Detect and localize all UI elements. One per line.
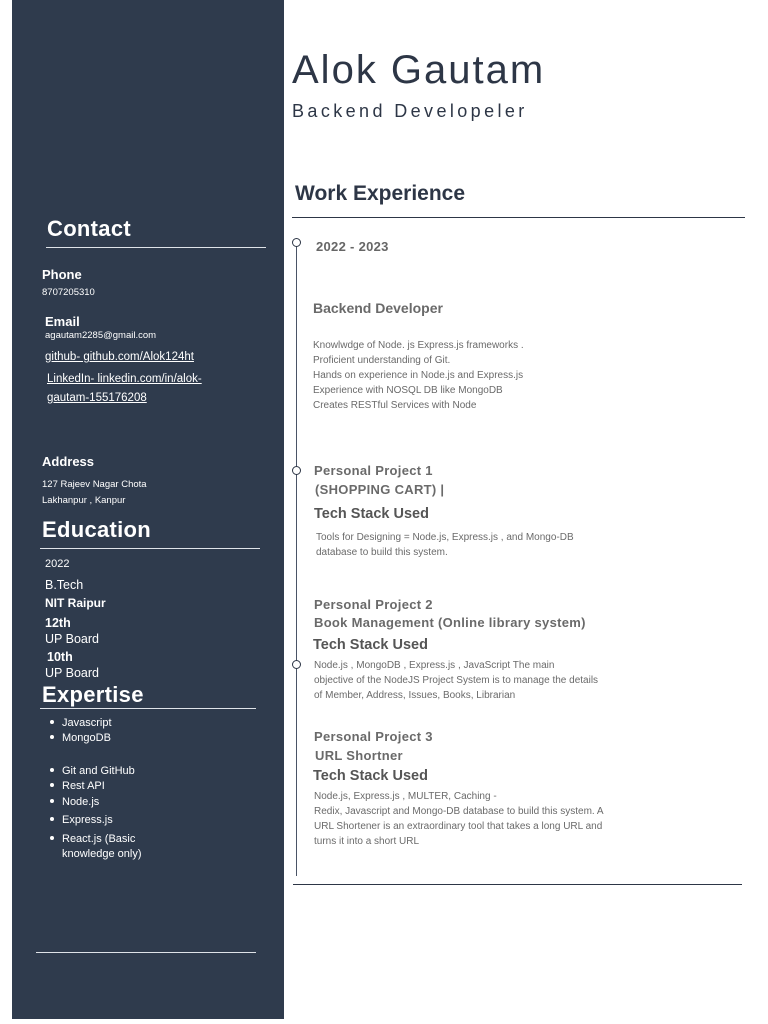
skill-item: Git and GitHub [50,765,135,777]
job-dates: 2022 - 2023 [316,239,389,254]
project-label: Personal Project 1 [314,463,433,478]
project-name: (SHOPPING CART) | [315,482,445,497]
bullet-icon [50,799,54,803]
job-line: Creates RESTful Services with Node [313,400,477,411]
page-title: Alok Gautam [292,48,546,92]
tech-stack-heading: Tech Stack Used [313,637,428,653]
project-line: URL Shortener is an extraordinary tool that takes a long URL and [314,821,603,832]
sidebar-bottom-divider [36,952,256,953]
timeline-node-icon [292,660,301,669]
project-line: objective of the NodeJS Project System is to manage the details [314,675,599,686]
work-divider [292,217,745,218]
contact-divider [46,247,266,248]
timeline-node-icon [292,466,301,475]
job-line: Knowlwdge of Node. js Express.js frameworks . [313,340,524,351]
project-line: Node.js, Express.js , MULTER, Caching - [314,791,497,802]
skill-item: Express.js [50,814,113,826]
timeline-line [296,243,297,876]
education-year: 2022 [45,558,70,570]
education-divider [40,548,260,549]
project-line: turns it into a short URL [314,836,420,847]
bullet-icon [50,836,54,840]
bullet-icon [50,817,54,821]
address-line-2: Lakhanpur , Kanpur [42,495,126,506]
address-label: Address [42,454,95,469]
job-title: Backend Developer [313,300,443,316]
tech-stack-heading: Tech Stack Used [313,768,428,784]
project-line: Tools for Designing = Node.js, Express.js , and Mongo-DB [316,532,574,543]
expertise-heading: Expertise [42,682,144,707]
email-label: Email [45,314,80,329]
project-line: database to build this system. [316,547,448,558]
class-12: 12th [45,616,71,630]
project-name: Book Management (Online library system) [314,615,586,630]
job-line: Hands on experience in Node.js and Express.js [313,370,524,381]
skill-item: React.js (Basic [50,833,135,845]
project-description [314,658,598,703]
education-heading: Education [42,517,152,542]
skill-item-cont: knowledge only) [62,848,142,860]
bullet-icon [50,735,54,739]
job-line: Proficient understanding of Git. [313,355,451,366]
skill-item: MongoDB [50,732,111,744]
skill-item: Rest API [50,780,105,792]
tech-stack-heading: Tech Stack Used [314,506,429,522]
bottom-divider [293,884,742,885]
job-subtitle: Backend Developeler [292,101,528,121]
project-line: Node.js , MongoDB , Express.js , JavaScript The main [314,660,555,671]
bullet-icon [50,720,54,724]
job-line: Experience with NOSQL DB like MongoDB [313,385,503,396]
phone-value: 8707205310 [42,287,95,298]
skill-item: Node.js [50,796,99,808]
work-experience-heading: Work Experience [295,182,466,205]
timeline-node-icon [292,238,301,247]
project-line: of Member, Address, Issues, Books, Librarian [314,690,516,701]
degree: B.Tech [45,578,84,592]
linkedin-link-cont[interactable]: gautam-155176208 [47,392,147,404]
expertise-divider [40,708,256,709]
class-10: 10th [47,650,73,664]
github-link[interactable]: github- github.com/Alok124ht [45,351,194,363]
project-description [316,530,574,560]
email-value: agautam2285@gmail.com [45,330,157,341]
project-label: Personal Project 2 [314,597,433,612]
sidebar [12,0,284,1019]
bullet-icon [50,768,54,772]
phone-label: Phone [42,267,82,282]
board-12: UP Board [45,632,99,646]
job-description [313,338,524,413]
contact-heading: Contact [47,216,131,241]
bullet-icon [50,783,54,787]
project-description [314,789,604,849]
linkedin-link[interactable]: LinkedIn- linkedin.com/in/alok- [47,373,202,385]
address-line-1: 127 Rajeev Nagar Chota [42,479,147,490]
skill-item: Javascript [50,717,112,729]
project-name: URL Shortner [315,748,403,763]
college: NIT Raipur [45,596,106,610]
project-line: Redix, Javascript and Mongo-DB database to build this system. A [314,806,604,817]
board-10: UP Board [45,666,99,680]
project-label: Personal Project 3 [314,729,433,744]
